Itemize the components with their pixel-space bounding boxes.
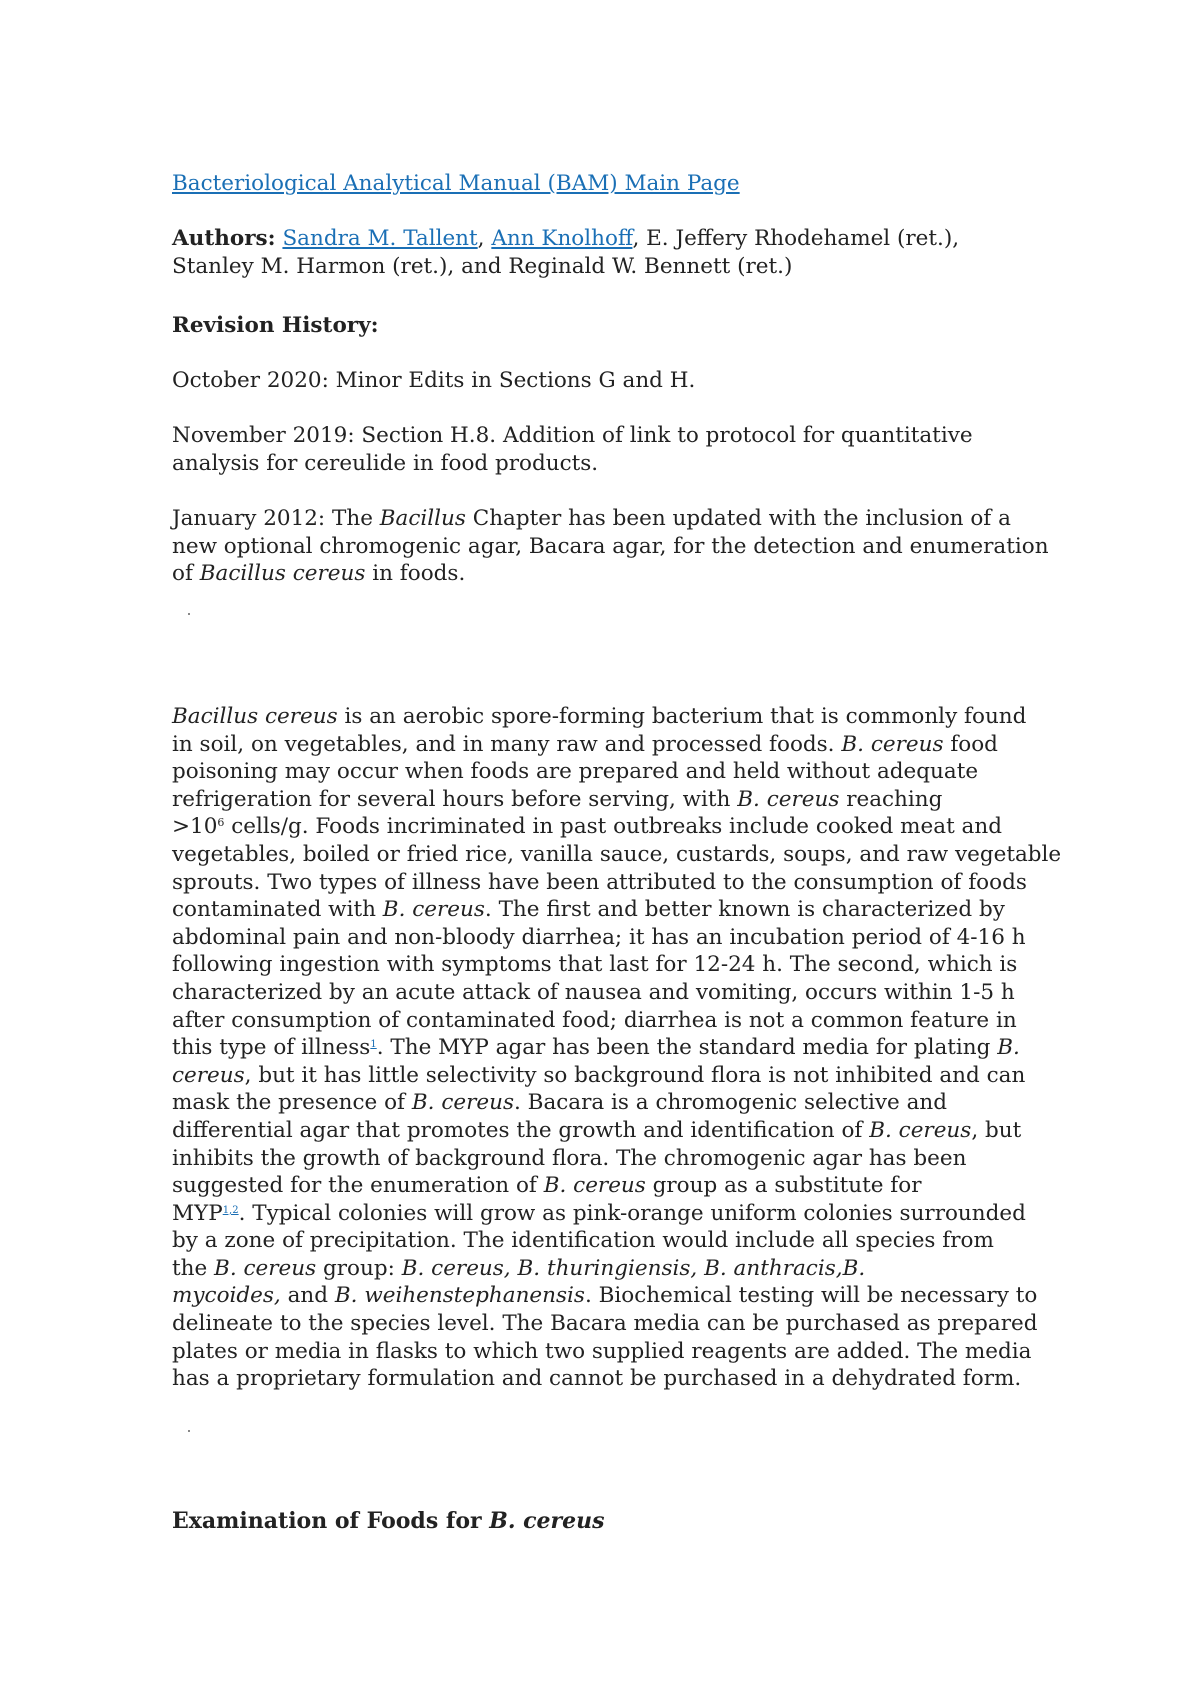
text-span: , but it has little selectivity so background flora is not inhibited and can bbox=[244, 1062, 1026, 1088]
intro-line bbox=[172, 1200, 1032, 1228]
intro-line bbox=[172, 1255, 1032, 1283]
author-link-tallent[interactable]: Sandra M. Tallent bbox=[282, 226, 478, 251]
text-span: suggested for the enumeration of bbox=[172, 1173, 544, 1199]
italic-span: B. cereus bbox=[869, 1117, 972, 1143]
italic-span: Bacillus cereus bbox=[172, 704, 338, 729]
authors-separator: , bbox=[477, 226, 492, 251]
intro-line bbox=[172, 786, 1032, 814]
text-span: this type of illness bbox=[172, 1035, 371, 1061]
intro-line bbox=[172, 896, 1032, 924]
italic-span: B. cereus bbox=[737, 786, 840, 812]
text-span: . Typical colonies will grow as pink-orange uniform colonies surrounded bbox=[238, 1200, 1026, 1226]
intro-line: vegetables, boiled or fried rice, vanilla sauce, custards, soups, and raw vegetable bbox=[172, 841, 1062, 867]
intro-line bbox=[172, 731, 1032, 759]
text-span: group: bbox=[316, 1255, 402, 1281]
italic-span: B. bbox=[997, 1035, 1020, 1061]
authors-line-1 bbox=[172, 225, 1032, 253]
examination-heading bbox=[172, 1508, 605, 1536]
text-span: mask the presence of bbox=[172, 1090, 412, 1116]
revision-entry-2020: October 2020: Minor Edits in Sections G and H. bbox=[172, 368, 696, 393]
text-span: group as a substitute for bbox=[645, 1173, 922, 1199]
text-span: of bbox=[172, 561, 200, 587]
italic-span: B. cereus bbox=[382, 897, 485, 923]
text-span: . Bacara is a chromogenic selective and bbox=[513, 1090, 948, 1116]
reference-link-1-2[interactable]: 1,2 bbox=[222, 1204, 239, 1216]
italic-span: B. cereus, B. thuringiensis, B. anthracis,B. bbox=[401, 1255, 866, 1281]
intro-line: delineate to the species level. The Bacara media can be purchased as prepared bbox=[172, 1311, 1038, 1337]
text-span: , but bbox=[971, 1117, 1022, 1143]
intro-line: poisoning may occur when foods are prepared and held without adequate bbox=[172, 759, 979, 785]
heading-text: Examination of Foods for bbox=[172, 1508, 490, 1534]
intro-line bbox=[172, 1089, 1032, 1117]
intro-line bbox=[172, 1062, 1032, 1090]
italic-span: mycoides, bbox=[172, 1283, 281, 1309]
italic-span: B. weihenstephanensis bbox=[334, 1283, 585, 1309]
intro-line bbox=[172, 1282, 1038, 1310]
text-span: reaching bbox=[839, 786, 943, 812]
text-span: January 2012: The bbox=[172, 506, 380, 531]
italic-span: B. cereus bbox=[841, 731, 944, 757]
intro-line: following ingestion with symptoms that last for 12-24 h. The second, which is bbox=[172, 952, 1018, 978]
revision-entry-2012 bbox=[172, 505, 1049, 588]
main-page-link-line bbox=[172, 170, 740, 198]
intro-line: abdominal pain and non-bloody diarrhea; it has an incubation period of 4-16 h bbox=[172, 924, 1026, 950]
intro-line: plates or media in flasks to which two supplied reagents are added. The media bbox=[172, 1338, 1032, 1364]
intro-line: has a proprietary formulation and cannot be purchased in a dehydrated form. bbox=[172, 1366, 1022, 1392]
revision-entry-2012-line-1 bbox=[172, 505, 1032, 533]
text-span: contaminated with bbox=[172, 897, 383, 923]
revision-entry-2012-line-2: new optional chromogenic agar, Bacara agar, for the detection and enumeration bbox=[172, 533, 1049, 559]
text-span: . Biochemical testing will be necessary to bbox=[584, 1283, 1038, 1309]
intro-line bbox=[172, 703, 1032, 731]
divider-dot bbox=[188, 613, 190, 615]
text-span: in foods. bbox=[365, 561, 466, 587]
authors-line-2: Stanley M. Harmon (ret.), and Reginald W. Bennett (ret.) bbox=[172, 253, 793, 279]
text-span: Chapter has been updated with the inclusion of a bbox=[465, 506, 1011, 531]
italic-span: Bacillus bbox=[379, 506, 466, 531]
author-link-knolhoff[interactable]: Ann Knolhoff bbox=[491, 226, 633, 251]
text-span: refrigeration for several hours before serving, with bbox=[172, 786, 738, 812]
text-span: . The first and better known is characterized by bbox=[484, 897, 1005, 923]
revision-entry-2012-line-3 bbox=[172, 560, 1032, 588]
italic-span: cereus bbox=[172, 1062, 245, 1088]
bam-main-page-link[interactable]: Bacteriological Analytical Manual (BAM) Main Page bbox=[172, 171, 740, 196]
revision-entry-2019-line-2: analysis for cereulide in food products. bbox=[172, 450, 599, 476]
authors-paragraph bbox=[172, 225, 1032, 280]
intro-line: after consumption of contaminated food; diarrhea is not a common feature in bbox=[172, 1007, 1017, 1033]
intro-line bbox=[172, 1172, 1032, 1200]
revision-entry-2019 bbox=[172, 422, 1032, 477]
text-span: differential agar that promotes the growth and identification of bbox=[172, 1117, 870, 1143]
text-span: MYP bbox=[172, 1200, 223, 1226]
divider-dot bbox=[188, 1430, 190, 1432]
intro-line: inhibits the growth of background flora. The chromogenic agar has been bbox=[172, 1145, 967, 1171]
intro-line bbox=[172, 813, 1032, 841]
intro-line bbox=[172, 1117, 1032, 1145]
text-span: . The MYP agar has been the standard media for plating bbox=[376, 1035, 998, 1061]
italic-span: B. cereus bbox=[411, 1090, 514, 1116]
superscript-exponent: 6 bbox=[217, 816, 225, 830]
text-span: in soil, on vegetables, and in many raw and processed foods. bbox=[172, 731, 842, 757]
revision-history-heading: Revision History: bbox=[172, 313, 379, 338]
reference-superscript bbox=[223, 1203, 239, 1216]
text-span: >10 bbox=[172, 814, 218, 840]
text-span: is an aerobic spore-forming bacterium that is commonly found bbox=[337, 704, 1027, 729]
revision-entry-2019-line-1: November 2019: Section H.8. Addition of link to protocol for quantitative bbox=[172, 423, 973, 448]
text-span: the bbox=[172, 1255, 215, 1281]
italic-span: Bacillus cereus bbox=[199, 561, 366, 587]
intro-line: characterized by an acute attack of nausea and vomiting, occurs within 1-5 h bbox=[172, 979, 1015, 1005]
intro-line bbox=[172, 1034, 1032, 1062]
heading-italic: B. cereus bbox=[489, 1508, 605, 1534]
authors-rest: , E. Jeffery Rhodehamel (ret.), bbox=[632, 226, 960, 251]
italic-span: B. cereus bbox=[214, 1255, 317, 1281]
intro-paragraph bbox=[172, 703, 1062, 1393]
intro-line: by a zone of precipitation. The identification would include all species from bbox=[172, 1228, 994, 1254]
text-span: and bbox=[280, 1283, 335, 1309]
reference-link-1[interactable]: 1 bbox=[370, 1039, 377, 1051]
italic-span: B. cereus bbox=[543, 1173, 646, 1199]
text-span: food bbox=[943, 731, 998, 757]
text-span: cells/g. Foods incriminated in past outbreaks include cooked meat and bbox=[224, 814, 1002, 840]
authors-label: Authors: bbox=[172, 226, 276, 251]
intro-line: sprouts. Two types of illness have been attributed to the consumption of foods bbox=[172, 869, 1027, 895]
